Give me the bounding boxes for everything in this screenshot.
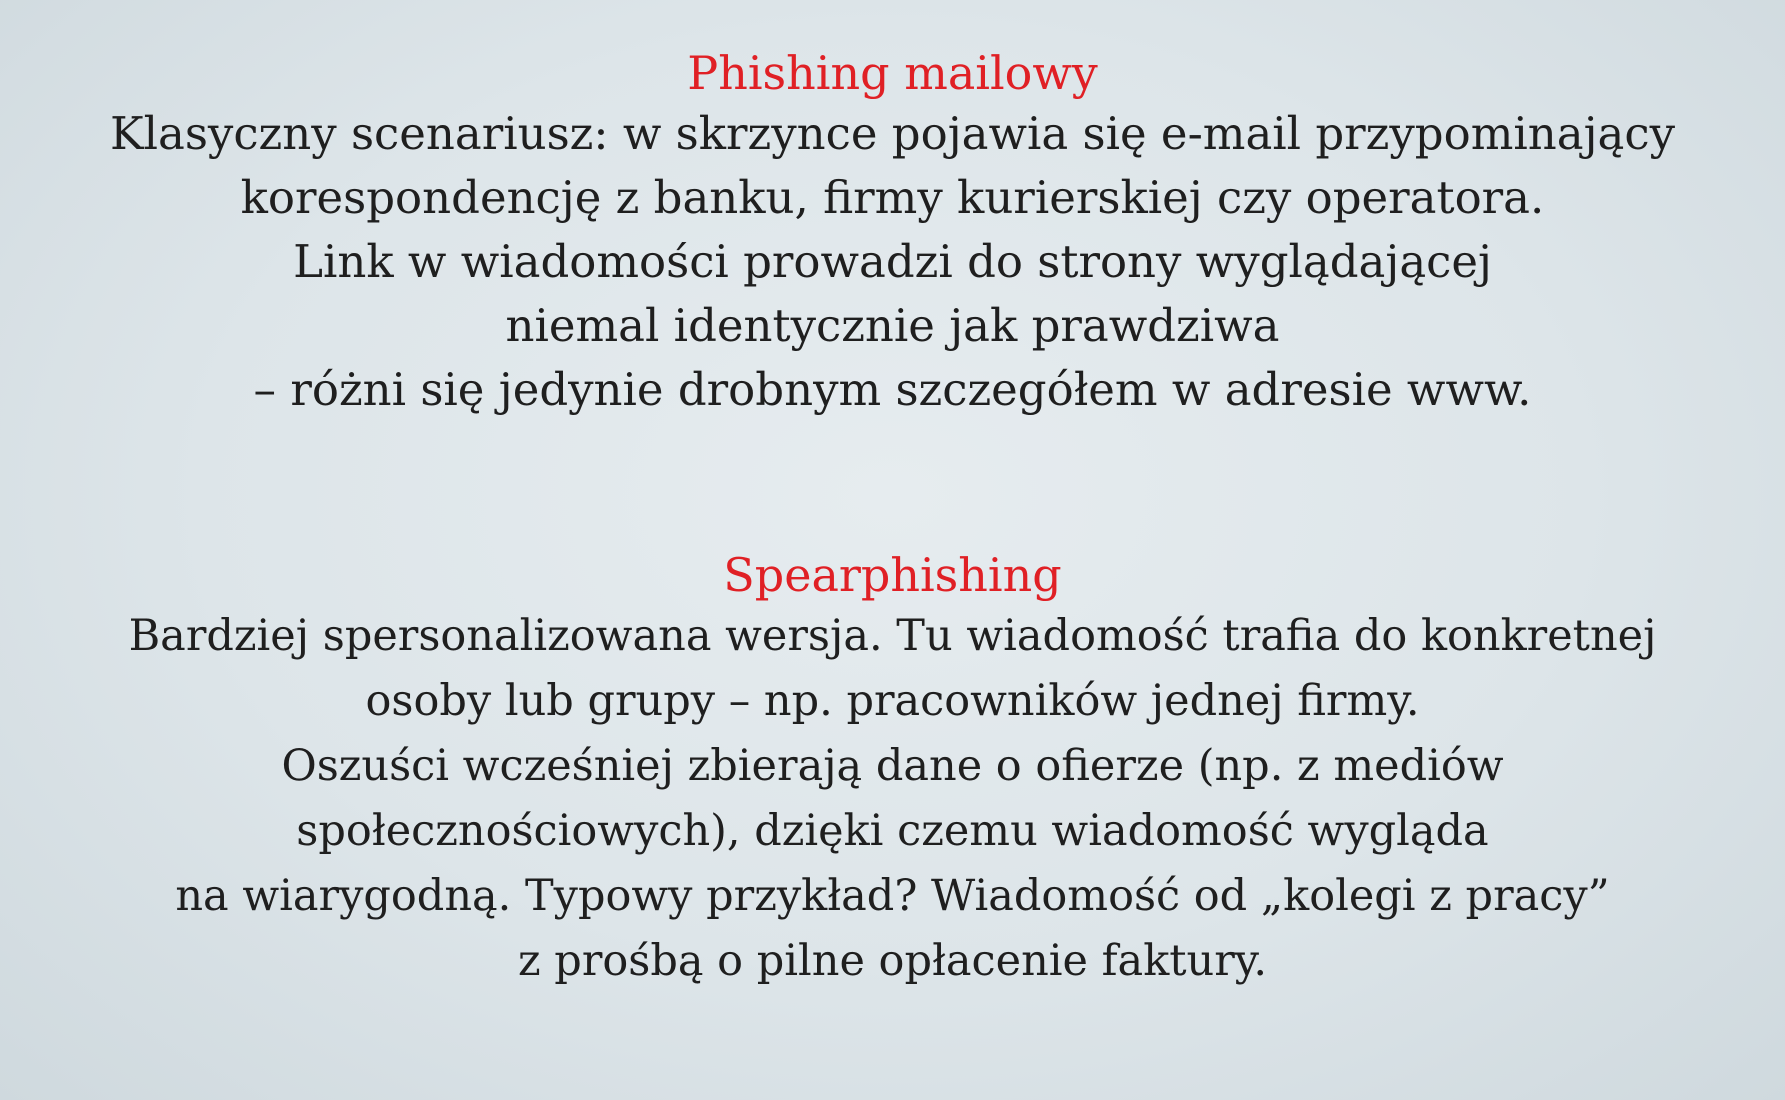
text-line: – różni się jedynie drobnym szczegółem w adresie www. [253, 363, 1532, 416]
text-line: z prośbą o pilne opłacenie faktury. [517, 936, 1268, 986]
text-line: Oszuści wcześniej zbierają dane o ofierze (np. z mediów [281, 741, 1504, 791]
section-spearphishing [0, 546, 1785, 994]
section-heading: Phishing mailowy [687, 46, 1098, 100]
text-line: Klasyczny scenariusz: w skrzynce pojawia się e-mail przypominający [109, 107, 1675, 160]
text-line: Bardziej spersonalizowana wersja. Tu wiadomość trafia do konkretnej [128, 611, 1657, 661]
text-line: osoby lub grupy – np. pracowników jednej firmy. [365, 676, 1420, 726]
section-phishing-mailowy [0, 44, 1785, 422]
section-heading: Spearphishing [723, 548, 1062, 602]
text-line: społecznościowych), dzięki czemu wiadomość wygląda [296, 806, 1489, 856]
text-line: na wiarygodną. Typowy przykład? Wiadomość od „kolegi z pracy” [175, 871, 1610, 921]
text-line: niemal identycznie jak prawdziwa [505, 299, 1280, 352]
text-line: Link w wiadomości prowadzi do strony wyglądającej [293, 235, 1492, 288]
text-line: korespondencję z banku, firmy kurierskiej czy operatora. [240, 171, 1545, 224]
